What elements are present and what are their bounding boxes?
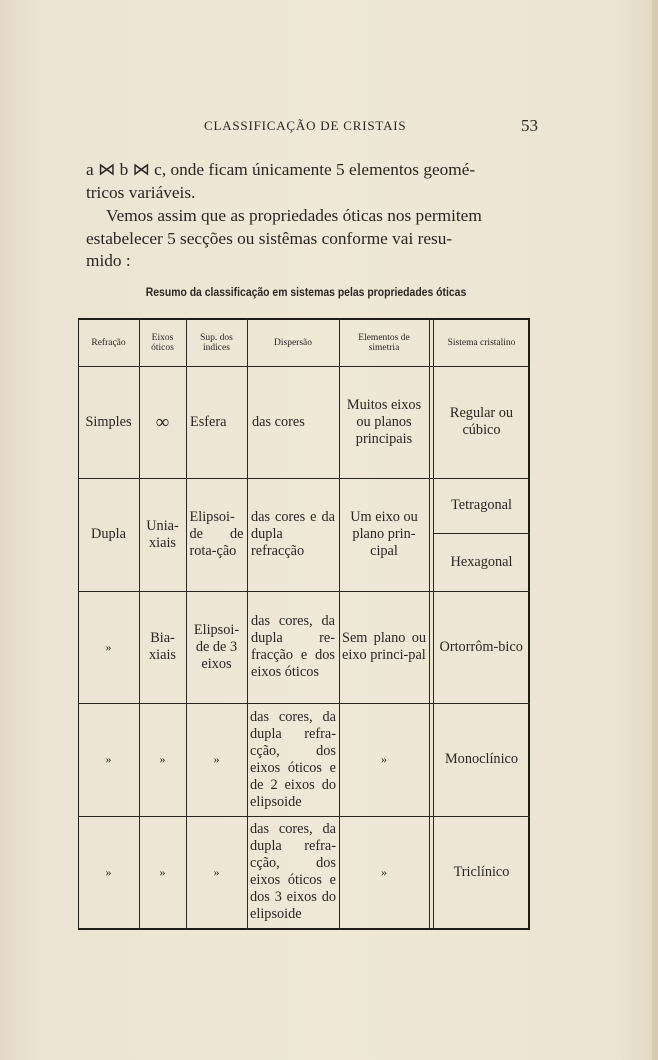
cell-sup: Elipsoi-de de rota-ção [189, 509, 244, 559]
header-sistema: Sistema cristalino [447, 338, 516, 348]
cell-eixos: » [159, 864, 166, 879]
cell-refracao: » [105, 639, 112, 654]
cell-sup: » [213, 864, 220, 879]
cell-sistema: Tetragonal [451, 497, 512, 513]
header-elementos: Elementos de simetria [358, 333, 410, 353]
header-refracao: Refração [91, 338, 126, 348]
cell-elementos: » [381, 864, 387, 879]
text-line: a ⋈ b ⋈ c, onde ficam únicamente 5 elementos geomé- [86, 160, 476, 179]
cell-elementos: Um eixo ou plano prin-cipal [350, 509, 418, 559]
header-dispersao: Dispersão [274, 338, 312, 348]
column-rule [429, 318, 430, 930]
cell-sistema: Monoclínico [444, 751, 519, 767]
header-eixos: Eixos óticos [151, 333, 174, 353]
header-sup: Sup. dos índices [200, 333, 233, 353]
text-line: estabelecer 5 secções ou sistêmas conforme vai resu- [86, 228, 453, 248]
cell-sup: Esfera [190, 413, 227, 430]
page-edge [652, 0, 658, 1060]
cell-eixos: » [159, 752, 166, 766]
paragraph-1 [86, 159, 538, 204]
text-line: tricos variáveis. [86, 182, 196, 202]
cell-elementos: Muitos eixos ou planos principais [346, 396, 422, 447]
cell-dispersao: das cores, da dupla refra-cção, dos eixos óticos e dos 3 eixos do elipsoide [250, 821, 336, 922]
cell-sistema: Hexagonal [450, 553, 513, 570]
cell-sup: » [213, 752, 220, 766]
cell-sistema: Triclínico [453, 863, 510, 880]
page-header [86, 116, 538, 138]
page-number: 53 [521, 116, 538, 135]
cell-refracao: » [105, 752, 112, 766]
table-caption: Resumo da classificação em sistemas pelas propriedades óticas [145, 285, 467, 299]
classification-table [78, 318, 530, 930]
paragraph-2 [86, 205, 538, 273]
cell-refracao: Dupla [91, 526, 126, 542]
cell-eixos: Bia-xiais [148, 630, 176, 663]
text-line: mido : [86, 251, 131, 270]
cell-dispersao: das cores e da dupla refracção [251, 509, 335, 559]
cell-sistema: Ortorrôm-bico [439, 638, 523, 655]
table-border [78, 928, 530, 930]
cell-elementos: Sem plano ou eixo princi-pal [342, 630, 426, 663]
cell-refracao: Simples [85, 413, 132, 430]
cell-eixos: ∞ [155, 411, 170, 433]
cell-sistema: Regular ou cúbico [449, 405, 514, 438]
cell-dispersao: das cores [252, 413, 305, 430]
text-line: Vemos assim que as propriedades óticas nos permitem [106, 206, 482, 225]
cell-elementos: » [381, 752, 387, 766]
cell-dispersao: das cores, da dupla refra-cção, dos eixos óticos e de 2 eixos do elipsoide [250, 708, 336, 810]
cell-dispersao: das cores, da dupla re-fracção e dos eixos óticos [251, 613, 335, 680]
running-title: CLASSIFICAÇÃO DE CRISTAIS [204, 118, 407, 133]
cell-refracao: » [105, 864, 112, 879]
cell-sup: Elipsoi-de de 3 eixos [193, 621, 240, 672]
cell-eixos: Unia-xiais [146, 517, 179, 551]
